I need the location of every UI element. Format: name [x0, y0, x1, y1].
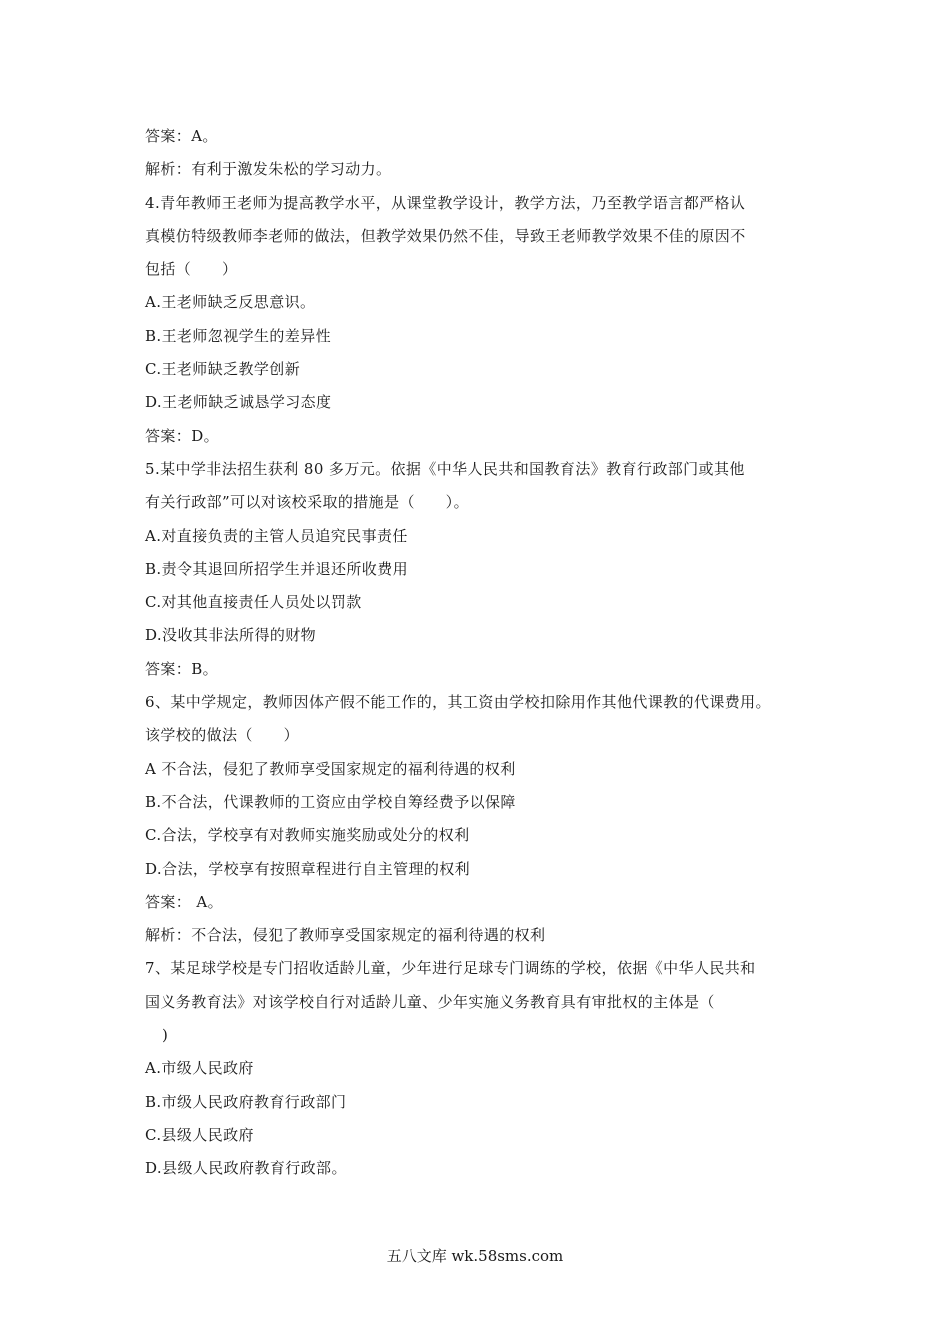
question-4-text: 包括（ ）	[145, 260, 238, 279]
question-4-text: 真模仿特级教师李老师的做法，但教学效果仍然不佳，导致王老师教学效果不佳的原因不	[145, 226, 746, 245]
option-a: A 不合法，侵犯了教师享受国家规定的福利待遇的权利	[145, 759, 516, 778]
option-b: B.不合法，代课教师的工资应由学校自筹经费予以保障	[145, 792, 516, 811]
option-a: A.市级人民政府	[145, 1059, 254, 1078]
question-6-text: 该学校的做法（ ）	[145, 726, 300, 745]
answer-line: 答案：D。	[145, 426, 220, 445]
explanation-line: 解析：有利于激发朱松的学习动力。	[145, 160, 392, 179]
option-b: B.市级人民政府教育行政部门	[145, 1092, 347, 1111]
option-d: D.合法，学校享有按照章程进行自主管理的权利	[145, 859, 471, 878]
option-a: A.王老师缺乏反思意识。	[145, 293, 316, 312]
answer-line: 答案：A。	[145, 127, 218, 145]
option-c: C.王老师缺乏教学创新	[145, 360, 301, 379]
footer-watermark: 五八文库 wk.58sms.com	[386, 1247, 564, 1265]
option-d: D.县级人民政府教育行政部。	[145, 1159, 347, 1178]
question-5-text: 有关行政部”可以对该校采取的措施是（ ）。	[145, 493, 469, 512]
question-7-text: )	[162, 1026, 169, 1045]
question-7-text: 7、某足球学校是专门招收适龄儿童，少年进行足球专门调练的学校，依据《中华人民共和	[145, 959, 756, 978]
option-c: C.合法，学校享有对教师实施奖励或处分的权利	[145, 826, 470, 845]
question-7-text: 国义务教育法》对该学校自行对适龄儿童、少年实施义务教育具有审批权的主体是（	[145, 992, 715, 1011]
question-5-text: 5.某中学非法招生获利 80 多万元。依据《中华人民共和国教育法》教育行政部门或其他	[145, 459, 745, 478]
document-body	[145, 120, 815, 1186]
option-b: B.王老师忽视学生的差异性	[145, 326, 331, 345]
question-6-text: 6、某中学规定，教师因体产假不能工作的，其工资由学校扣除用作其他代课教的代课费用。	[145, 693, 771, 712]
answer-line: 答案：B。	[145, 659, 219, 678]
option-d: D.王老师缺乏诚恳学习态度	[145, 393, 332, 412]
option-d: D.没收其非法所得的财物	[145, 626, 317, 645]
option-c: C.县级人民政府	[145, 1125, 254, 1144]
option-b: B.责令其退回所招学生并退还所收费用	[145, 559, 408, 578]
answer-line: 答案： A。	[145, 892, 224, 911]
option-c: C.对其他直接责任人员处以罚款	[145, 593, 362, 612]
option-a: A.对直接负责的主管人员追究民事责任	[145, 526, 408, 545]
explanation-line: 解析：不合法，侵犯了教师享受国家规定的福利待遇的权利	[145, 926, 546, 945]
question-4-text: 4.青年教师王老师为提高教学水平，从课堂教学设计，教学方法，乃至教学语言都严格认	[145, 193, 746, 212]
